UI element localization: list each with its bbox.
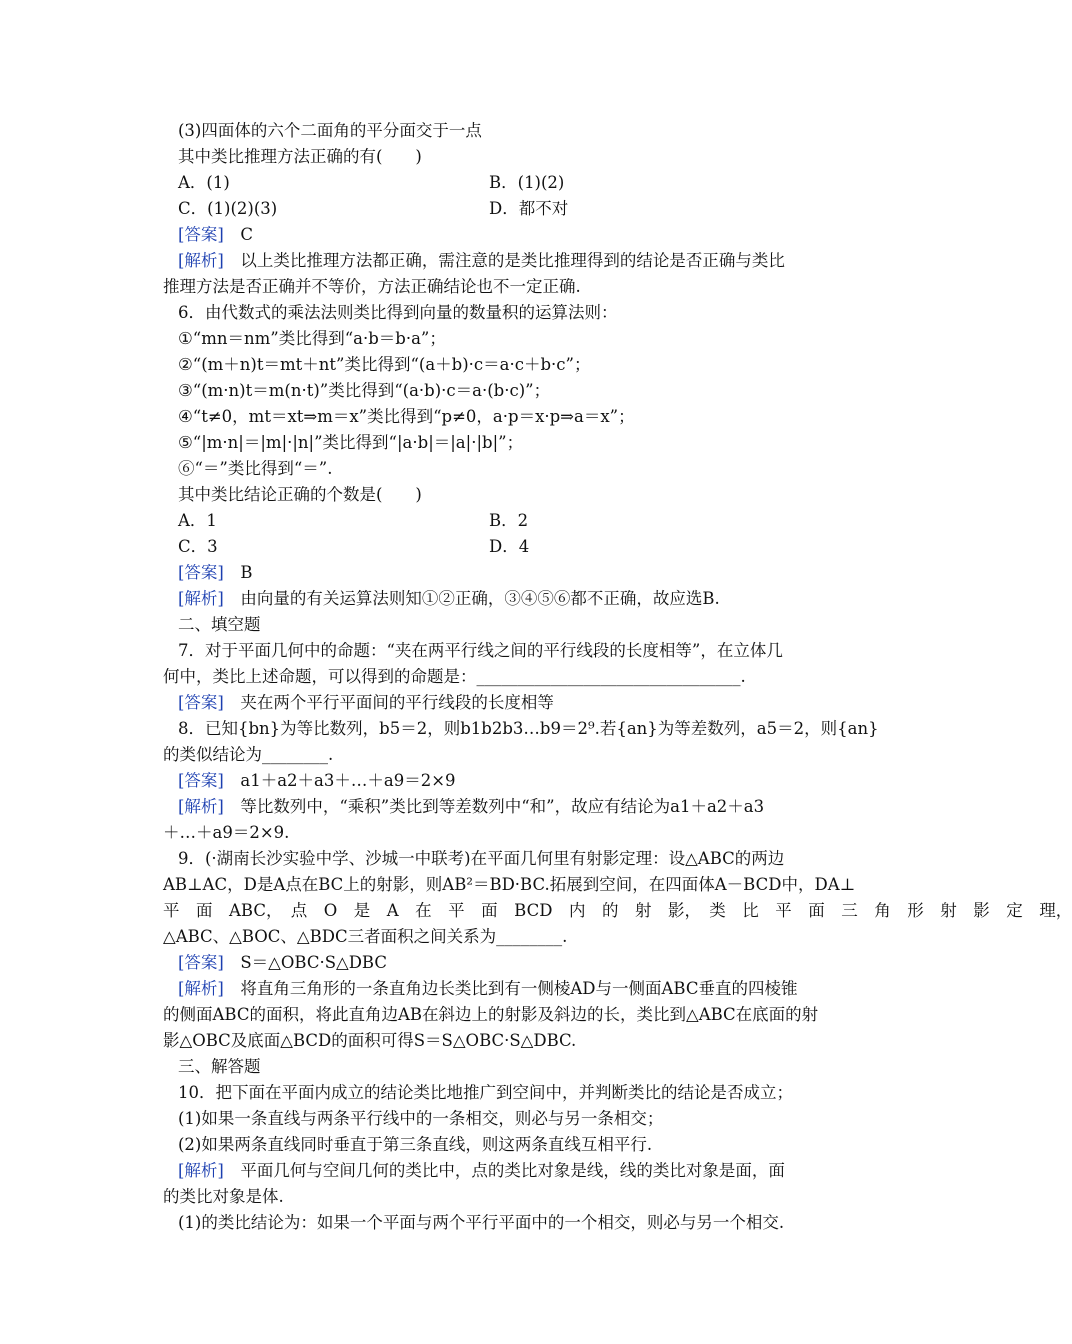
option-a: A．(1) bbox=[178, 173, 230, 192]
text-line: 平 面 ABC， 点 O 是 A 在 平 面 BCD 内 的 射 影， 类 比 平 面 三 角 形 射 影 定 理， bbox=[163, 901, 1072, 920]
analysis-tag: [解析] bbox=[178, 1161, 224, 1180]
analysis-row bbox=[178, 794, 764, 820]
option-a: A．1 bbox=[178, 511, 217, 530]
rule-1: ①“mn＝nm”类比得到“a·b＝b·a”； bbox=[178, 329, 446, 348]
answer-row bbox=[178, 950, 387, 976]
question-prompt: 其中类比结论正确的个数是( ) bbox=[178, 485, 422, 504]
text-line: (1)的类比结论为：如果一个平面与两个平行平面中的一个相交，则必与另一个相交. bbox=[178, 1213, 785, 1232]
analysis-tag: [解析] bbox=[178, 797, 224, 816]
answer-text: a1＋a2＋a3＋…＋a9＝2×9 bbox=[223, 771, 456, 790]
text-line: 的类似结论为________. bbox=[163, 745, 334, 764]
option-c: C．(1)(2)(3) bbox=[178, 199, 278, 218]
option-b: B．(1)(2) bbox=[489, 173, 565, 192]
rule-5: ⑤“|m·n|＝|m|·|n|”类比得到“|a·b|＝|a|·|b|”； bbox=[178, 433, 524, 452]
text-line: ＋…＋a9＝2×9. bbox=[163, 823, 290, 842]
text-line: △ABC、△BOC、△BDC三者面积之间关系为________. bbox=[163, 927, 568, 946]
statement-2: (2)如果两条直线同时垂直于第三条直线，则这两条直线互相平行. bbox=[178, 1135, 653, 1154]
answer-row bbox=[178, 222, 253, 248]
analysis-text: 等比数列中，“乘积”类比到等差数列中“和”，故应有结论为a1＋a2＋a3 bbox=[223, 797, 765, 816]
text-line: 的类比对象是体. bbox=[163, 1187, 284, 1206]
analysis-row bbox=[178, 1158, 785, 1184]
analysis-tag: [解析] bbox=[178, 251, 224, 270]
analysis-tag: [解析] bbox=[178, 979, 224, 998]
analysis-text: 由向量的有关运算法则知①②正确，③④⑤⑥都不正确，故应选B. bbox=[223, 589, 720, 608]
option-c: C．3 bbox=[178, 537, 218, 556]
rule-2: ②“(m＋n)t＝mt＋nt”类比得到“(a＋b)·c＝a·c＋b·c”； bbox=[178, 355, 591, 374]
answer-text: 夹在两个平行平面间的平行线段的长度相等 bbox=[223, 693, 554, 712]
answer-tag: [答案] bbox=[178, 771, 224, 790]
answer-tag: [答案] bbox=[178, 225, 224, 244]
rule-6: ⑥“＝”类比得到“＝”. bbox=[178, 459, 333, 478]
question-8: 8．已知{bn}为等比数列，b5＝2，则b1b2b3…b9＝2⁹.若{an}为等差数列，a5＝2，则{an} bbox=[178, 719, 879, 738]
text-line: AB⊥AC，D是A点在BC上的射影，则AB²＝BD·BC.拓展到空间，在四面体A－BCD中，DA⊥ bbox=[163, 875, 856, 894]
statement-1: (1)如果一条直线与两条平行线中的一条相交，则必与另一条相交； bbox=[178, 1109, 664, 1128]
answer-tag: [答案] bbox=[178, 953, 224, 972]
text-line: 推理方法是否正确并不等价，方法正确结论也不一定正确. bbox=[163, 277, 581, 296]
question-9: 9．(·湖南长沙实验中学、沙城一中联考)在平面几何里有射影定理：设△ABC的两边 bbox=[178, 849, 785, 868]
analysis-text: 以上类比推理方法都正确，需注意的是类比推理得到的结论是否正确与类比 bbox=[223, 251, 785, 270]
text-line: 影△OBC及底面△BCD的面积可得S＝S△OBC·S△DBC. bbox=[163, 1031, 577, 1050]
question-10: 10．把下面在平面内成立的结论类比地推广到空间中，并判断类比的结论是否成立； bbox=[178, 1083, 793, 1102]
option-d: D．都不对 bbox=[489, 199, 569, 218]
answer-row bbox=[178, 768, 456, 794]
question-6: 6．由代数式的乘法法则类比得到向量的数量积的运算法则： bbox=[178, 303, 618, 322]
analysis-row bbox=[178, 586, 720, 612]
option-d: D．4 bbox=[489, 537, 530, 556]
answer-text: C bbox=[223, 225, 253, 244]
analysis-tag: [解析] bbox=[178, 589, 224, 608]
answer-tag: [答案] bbox=[178, 563, 224, 582]
analysis-row bbox=[178, 248, 785, 274]
analysis-text: 平面几何与空间几何的类比中，点的类比对象是线，线的类比对象是面，面 bbox=[223, 1161, 785, 1180]
answer-tag: [答案] bbox=[178, 693, 224, 712]
option-b: B．2 bbox=[489, 511, 529, 530]
analysis-row bbox=[178, 976, 798, 1002]
analysis-text: 将直角三角形的一条直角边长类比到有一侧棱AD与一侧面ABC垂直的四棱锥 bbox=[223, 979, 798, 998]
answer-row bbox=[178, 560, 253, 586]
question-7: 7．对于平面几何中的命题：“夹在两平行线之间的平行线段的长度相等”，在立体几 bbox=[178, 641, 783, 660]
answer-text: B bbox=[223, 563, 253, 582]
text-line: 的侧面ABC的面积，将此直角边AB在斜边上的射影及斜边的长，类比到△ABC在底面的射 bbox=[163, 1005, 819, 1024]
answer-row bbox=[178, 690, 554, 716]
answer-text: S＝△OBC·S△DBC bbox=[223, 953, 387, 972]
section-heading: 三、解答题 bbox=[178, 1057, 261, 1076]
rule-4: ④“t≠0，mt＝xt⇒m＝x”类比得到“p≠0，a·p＝x·p⇒a＝x”； bbox=[178, 407, 635, 426]
section-heading: 二、填空题 bbox=[178, 615, 261, 634]
text-line: (3)四面体的六个二面角的平分面交于一点 bbox=[178, 121, 482, 140]
question-prompt: 其中类比推理方法正确的有( ) bbox=[178, 147, 422, 166]
rule-3: ③“(m·n)t＝m(n·t)”类比得到“(a·b)·c＝a·(b·c)”； bbox=[178, 381, 551, 400]
text-line: 何中，类比上述命题，可以得到的命题是：________________________________. bbox=[163, 667, 746, 686]
